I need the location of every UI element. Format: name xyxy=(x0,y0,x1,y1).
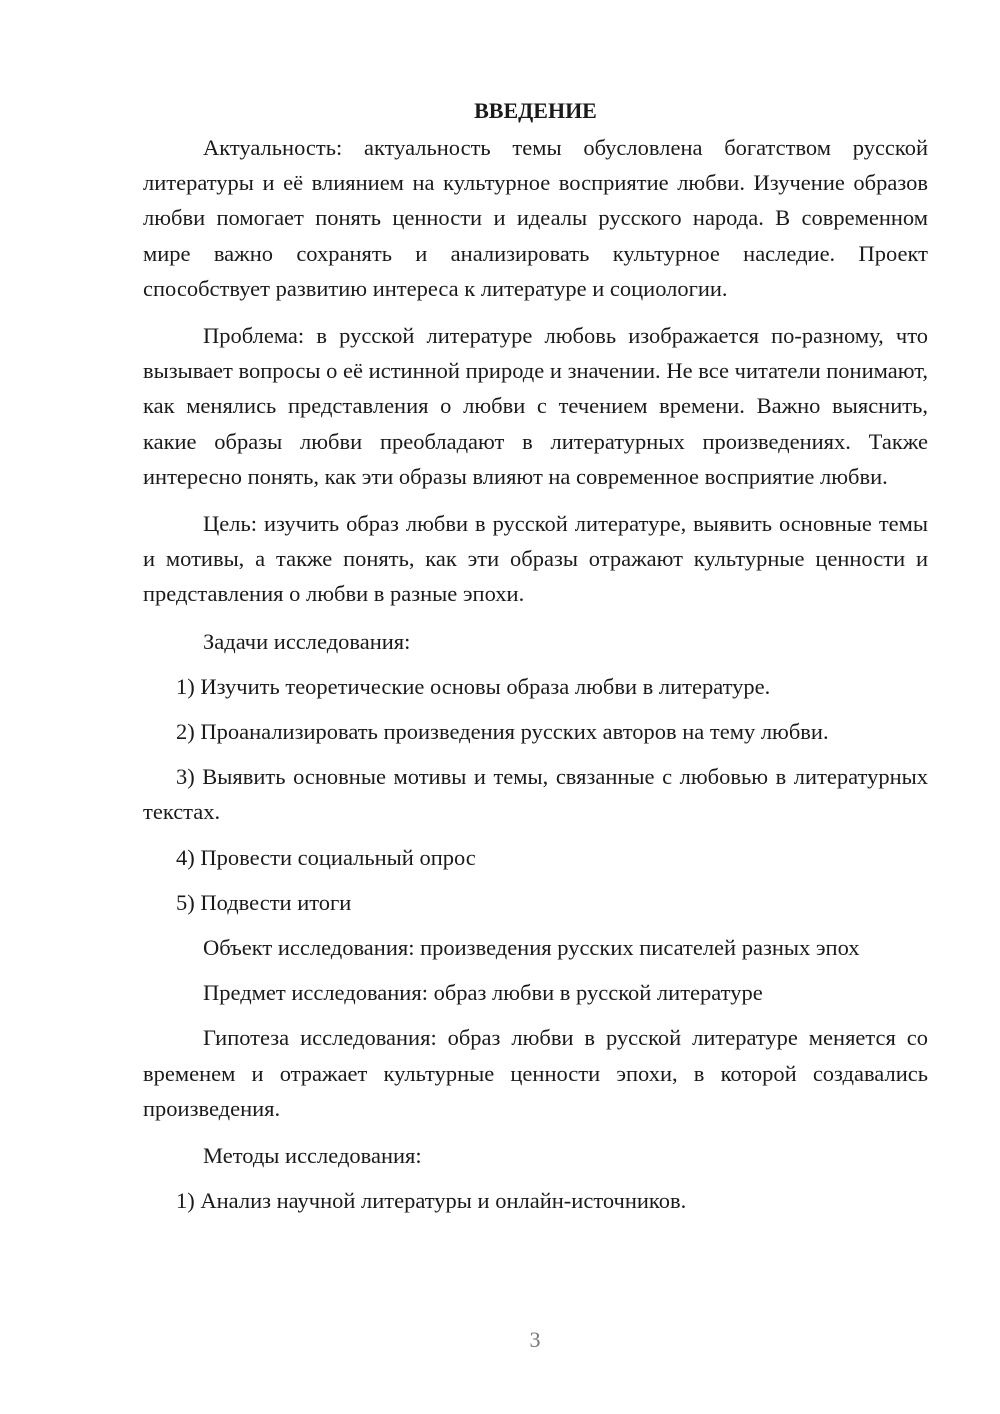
hypothesis-paragraph: Гипотеза исследования: образ любви в русской литературе меняется со временем и отражает культурные ценности эпохи, в которой создавались произведения. xyxy=(143,1025,928,1121)
tasks-title: Задачи исследования: xyxy=(203,628,411,654)
page-number: 3 xyxy=(529,1327,541,1352)
methods-title: Методы исследования: xyxy=(203,1143,422,1169)
problem-paragraph: Проблема: в русской литературе любовь изображается по-разному, что вызывает вопросы о её истинной природе и значении. Не все читатели понимают, как менялись представления о любви с течением времени. Важно выяснить, какие образы любви преобладают в литературных произведениях. Также интересно понять, как эти образы влияют на современное восприятие любви. xyxy=(143,323,928,489)
goal-paragraph: Цель: изучить образ любви в русской литературе, выявить основные темы и мотивы, а также понять, как эти образы отражают культурные ценности и представления о любви в разные эпохи. xyxy=(143,511,928,607)
relevance-paragraph: Актуальность: актуальность темы обусловлена богатством русской литературы и её влиянием на культурное восприятие любви. Изучение образов любви помогает понять ценности и идеалы русского народа. В современном мире важно сохранять и анализировать культурное наследие. Проект способствует развитию интереса к литературе и социологии. xyxy=(143,135,928,301)
page-title: ВВЕДЕНИЕ xyxy=(474,98,597,123)
task-item: 1) Изучить теоретические основы образа любви в литературе. xyxy=(176,673,771,699)
method-item: 1) Анализ научной литературы и онлайн-источников. xyxy=(176,1188,687,1214)
task-item: 3) Выявить основные мотивы и темы, связанные с любовью в литературных текстах. xyxy=(143,764,928,825)
task-item: 4) Провести социальный опрос xyxy=(176,844,476,870)
task-item: 5) Подвести итоги xyxy=(176,889,352,915)
document-page xyxy=(143,96,928,1228)
task-item: 2) Проанализировать произведения русских авторов на тему любви. xyxy=(176,719,829,745)
research-object: Объект исследования: произведения русских писателей разных эпох xyxy=(203,935,860,961)
research-subject: Предмет исследования: образ любви в русской литературе xyxy=(203,980,763,1006)
